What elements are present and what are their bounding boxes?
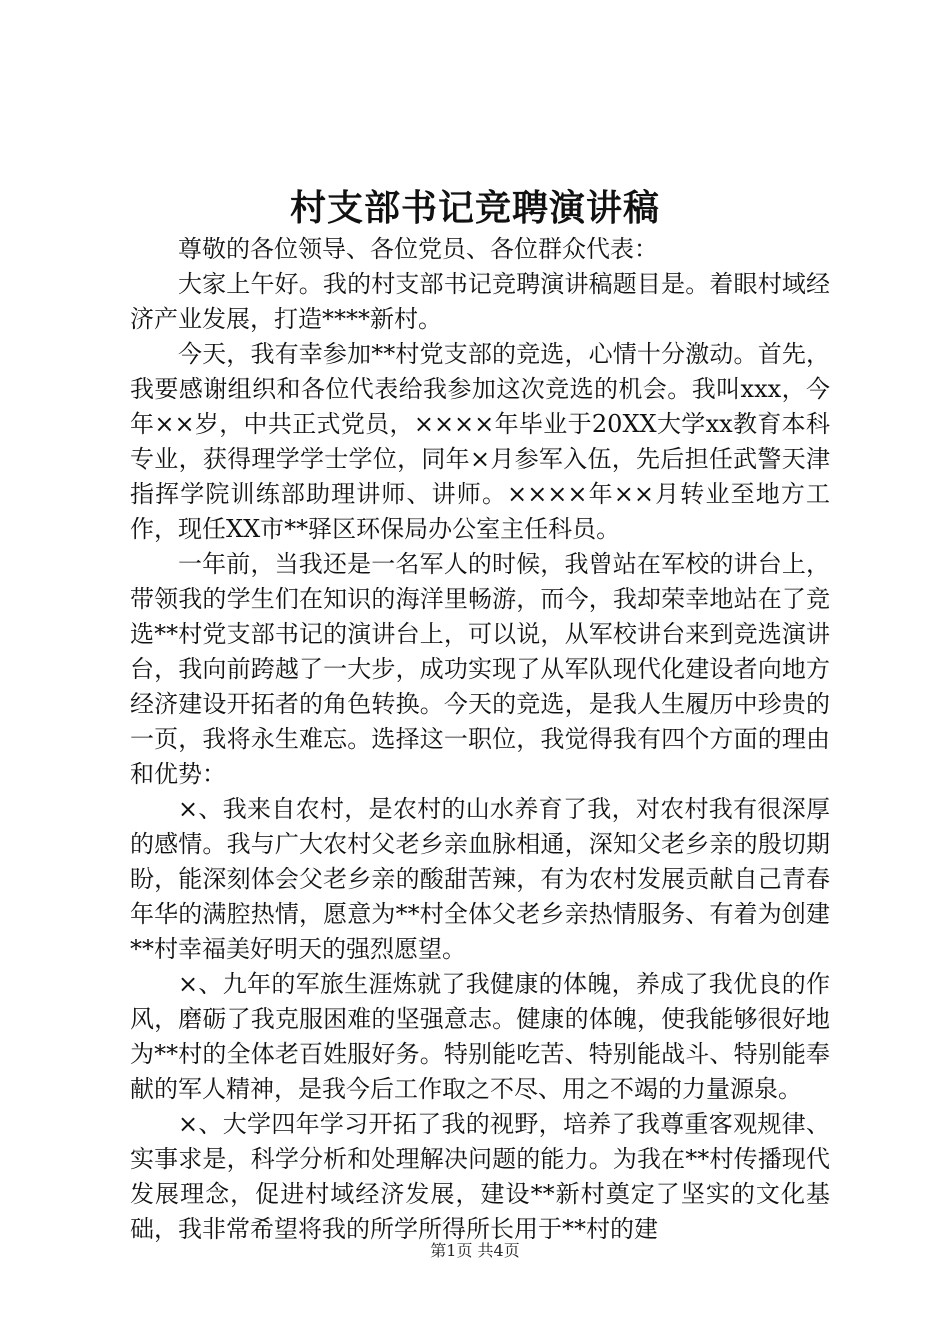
paragraph-reason-3: ×、大学四年学习开拓了我的视野，培养了我尊重客观规律、实事求是，科学分析和处理解决问题的能力。为我在**村传播现代发展理念，促进村域经济发展，建设**新村奠定了坚实的文化基础，我非常希望将我的所学所得所长用于**村的建: [130, 1110, 830, 1243]
paragraph-introduction: 今天，我有幸参加**村党支部的竞选，心情十分激动。首先，我要感谢组织和各位代表给我参加这次竞选的机会。我叫xxx，今年××岁，中共正式党员，××××年毕业于20XX大学xx教育本科专业，获得理学学士学位，同年×月参军入伍，先后担任武警天津指挥学院训练部助理讲师、讲师。××××年××月转业至地方工作，现任XX市**驿区环保局办公室主任科员。: [130, 340, 830, 543]
paragraph-reason-2: ×、九年的军旅生涯炼就了我健康的体魄，养成了我优良的作风，磨砺了我克服困难的坚强意志。健康的体魄，使我能够很好地为**村的全体老百姓服好务。特别能吃苦、特别能战斗、特别能奉献的军人精神，是我今后工作取之不尽、用之不竭的力量源泉。: [130, 970, 830, 1103]
document-body: [130, 232, 830, 1247]
paragraph-greeting: 大家上午好。我的村支部书记竞聘演讲稿题目是。着眼村域经济产业发展，打造****新村。: [130, 270, 830, 333]
page-footer: 第1页 共4页: [430, 1241, 520, 1260]
paragraph-salutation: 尊敬的各位领导、各位党员、各位群众代表：: [178, 235, 658, 263]
paragraph-reason-1: ×、我来自农村，是农村的山水养育了我，对农村我有很深厚的感情。我与广大农村父老乡亲血脉相通，深知父老乡亲的殷切期盼，能深刻体会父老乡亲的酸甜苦辣，有为农村发展贡献自己青春年华的满腔热情，愿意为**村全体父老乡亲热情服务、有着为创建**村幸福美好明天的强烈愿望。: [130, 795, 830, 963]
document-title: 村支部书记竞聘演讲稿: [289, 187, 660, 229]
paragraph-background: 一年前，当我还是一名军人的时候，我曾站在军校的讲台上，带领我的学生们在知识的海洋里畅游，而今，我却荣幸地站在了竞选**村党支部书记的演讲台上，可以说，从军校讲台来到竞选演讲台，我向前跨越了一大步，成功实现了从军队现代化建设者向地方经济建设开拓者的角色转换。今天的竞选，是我人生履历中珍贵的一页，我将永生难忘。选择这一职位，我觉得我有四个方面的理由和优势：: [130, 550, 830, 788]
